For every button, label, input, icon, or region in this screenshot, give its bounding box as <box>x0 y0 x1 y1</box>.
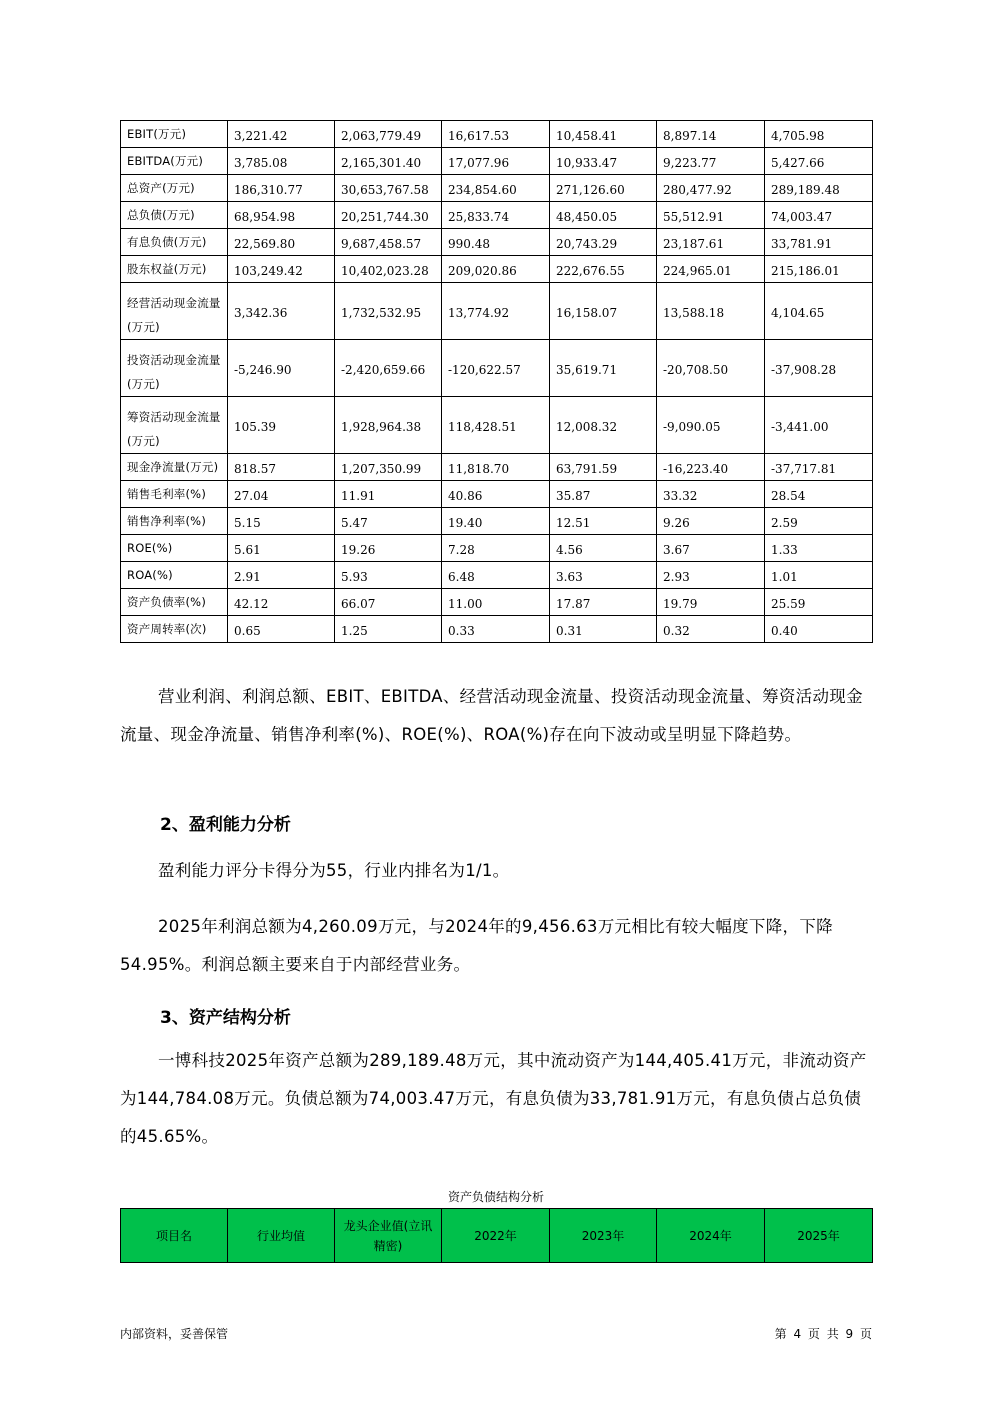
table-cell: 11.91 <box>335 481 442 508</box>
table-cell: -9,090.05 <box>657 397 765 454</box>
table-cell: 33.32 <box>657 481 765 508</box>
table-row <box>121 283 873 340</box>
table-cell: 9.26 <box>657 508 765 535</box>
table-cell: 224,965.01 <box>657 256 765 283</box>
table-cell: 1.25 <box>335 616 442 643</box>
table-cell: 35,619.71 <box>550 340 657 397</box>
table-cell: 11.00 <box>442 589 550 616</box>
table-row <box>121 148 873 175</box>
table-cell: 0.33 <box>442 616 550 643</box>
table-cell: 3,785.08 <box>228 148 335 175</box>
table-row <box>121 589 873 616</box>
footer-confidential-note: 内部资料，妥善保管 <box>120 1327 229 1341</box>
table-cell: 105.39 <box>228 397 335 454</box>
row-label: 现金净流量(万元) <box>121 454 228 481</box>
table-cell: 25.59 <box>765 589 873 616</box>
table-cell: 16,617.53 <box>442 121 550 148</box>
table-row <box>121 454 873 481</box>
structure-table-title: 资产负债结构分析 <box>447 1190 544 1204</box>
table-cell: 55,512.91 <box>657 202 765 229</box>
table-cell: -3,441.00 <box>765 397 873 454</box>
table-cell: 990.48 <box>442 229 550 256</box>
table-cell: 35.87 <box>550 481 657 508</box>
table-cell: 10,933.47 <box>550 148 657 175</box>
table-cell: 3.67 <box>657 535 765 562</box>
row-label: 总负债(万元) <box>121 202 228 229</box>
row-label: 总资产(万元) <box>121 175 228 202</box>
table-cell: 0.40 <box>765 616 873 643</box>
section-heading-profitability: 2、盈利能力分析 <box>160 815 291 835</box>
table-row <box>121 229 873 256</box>
structure-header-row <box>121 1209 873 1263</box>
table-row <box>121 616 873 643</box>
table-cell: 13,588.18 <box>657 283 765 340</box>
table-cell: 9,687,458.57 <box>335 229 442 256</box>
row-label: 资产负债率(%) <box>121 589 228 616</box>
header-cell: 2022年 <box>442 1209 550 1263</box>
table-cell: 33,781.91 <box>765 229 873 256</box>
row-label: 投资活动现金流量(万元) <box>121 340 228 397</box>
table-cell: 12.51 <box>550 508 657 535</box>
table-cell: 0.32 <box>657 616 765 643</box>
table-cell: 2.93 <box>657 562 765 589</box>
table-cell: 5.47 <box>335 508 442 535</box>
table-row <box>121 175 873 202</box>
table-cell: 8,897.14 <box>657 121 765 148</box>
table-cell: 20,251,744.30 <box>335 202 442 229</box>
row-label: 资产周转率(次) <box>121 616 228 643</box>
table-cell: 186,310.77 <box>228 175 335 202</box>
row-label: 股东权益(万元) <box>121 256 228 283</box>
table-cell: 19.79 <box>657 589 765 616</box>
table-cell: 222,676.55 <box>550 256 657 283</box>
table-cell: 103,249.42 <box>228 256 335 283</box>
table-cell: 0.65 <box>228 616 335 643</box>
table-row <box>121 508 873 535</box>
table-row <box>121 256 873 283</box>
table-cell: -16,223.40 <box>657 454 765 481</box>
table-cell: 5.93 <box>335 562 442 589</box>
table-cell: 3,221.42 <box>228 121 335 148</box>
row-label: EBITDA(万元) <box>121 148 228 175</box>
asset-structure-paragraph: 一博科技2025年资产总额为289,189.48万元，其中流动资产为144,405.41万元，非流动资产为144,784.08万元。负债总额为74,003.47万元，有息负债为33,781.91万元，有息负债占总负债的45.65%。 <box>120 1051 867 1146</box>
table-cell: 4.56 <box>550 535 657 562</box>
table-cell: 17.87 <box>550 589 657 616</box>
row-label: ROE(%) <box>121 535 228 562</box>
row-label: ROA(%) <box>121 562 228 589</box>
table-cell: -120,622.57 <box>442 340 550 397</box>
header-cell: 项目名 <box>121 1209 228 1263</box>
table-row <box>121 340 873 397</box>
table-cell: 13,774.92 <box>442 283 550 340</box>
asset-liability-structure-table <box>120 1208 873 1263</box>
table-cell: 1,207,350.99 <box>335 454 442 481</box>
table-cell: 1,732,532.95 <box>335 283 442 340</box>
profitability-score-paragraph: 盈利能力评分卡得分为55，行业内排名为1/1。 <box>158 861 510 880</box>
table-cell: 7.28 <box>442 535 550 562</box>
table-cell: -5,246.90 <box>228 340 335 397</box>
table-cell: 42.12 <box>228 589 335 616</box>
row-label: 经营活动现金流量(万元) <box>121 283 228 340</box>
table-cell: 5.15 <box>228 508 335 535</box>
table-cell: 0.31 <box>550 616 657 643</box>
table-cell: 68,954.98 <box>228 202 335 229</box>
table-cell: 19.26 <box>335 535 442 562</box>
table-cell: 25,833.74 <box>442 202 550 229</box>
table-cell: 209,020.86 <box>442 256 550 283</box>
header-cell: 2025年 <box>765 1209 873 1263</box>
row-label: 筹资活动现金流量(万元) <box>121 397 228 454</box>
table-cell: 271,126.60 <box>550 175 657 202</box>
table-cell: 63,791.59 <box>550 454 657 481</box>
table-cell: 1.33 <box>765 535 873 562</box>
table-cell: 66.07 <box>335 589 442 616</box>
table-cell: 2.59 <box>765 508 873 535</box>
table-cell: 12,008.32 <box>550 397 657 454</box>
table-cell: 1,928,964.38 <box>335 397 442 454</box>
table-row <box>121 202 873 229</box>
table-cell: 30,653,767.58 <box>335 175 442 202</box>
table-row <box>121 535 873 562</box>
table-cell: -37,908.28 <box>765 340 873 397</box>
table-cell: 2,063,779.49 <box>335 121 442 148</box>
table-cell: 289,189.48 <box>765 175 873 202</box>
row-label: 销售毛利率(%) <box>121 481 228 508</box>
financial-table <box>120 120 873 643</box>
table-cell: 17,077.96 <box>442 148 550 175</box>
table-cell: 3,342.36 <box>228 283 335 340</box>
row-label: 销售净利率(%) <box>121 508 228 535</box>
table-cell: 118,428.51 <box>442 397 550 454</box>
table-row <box>121 121 873 148</box>
table-cell: 2,165,301.40 <box>335 148 442 175</box>
table-cell: 40.86 <box>442 481 550 508</box>
header-cell: 龙头企业值(立讯精密) <box>335 1209 442 1263</box>
table-cell: 234,854.60 <box>442 175 550 202</box>
header-cell: 2023年 <box>550 1209 657 1263</box>
table-cell: 5.61 <box>228 535 335 562</box>
table-cell: 5,427.66 <box>765 148 873 175</box>
table-cell: 48,450.05 <box>550 202 657 229</box>
table-row <box>121 481 873 508</box>
row-label: 有息负债(万元) <box>121 229 228 256</box>
table-cell: 2.91 <box>228 562 335 589</box>
table-cell: 20,743.29 <box>550 229 657 256</box>
table-cell: 27.04 <box>228 481 335 508</box>
header-cell: 2024年 <box>657 1209 765 1263</box>
table-cell: 215,186.01 <box>765 256 873 283</box>
section-heading-asset-structure: 3、资产结构分析 <box>160 1008 291 1028</box>
table-cell: 11,818.70 <box>442 454 550 481</box>
table-cell: 9,223.77 <box>657 148 765 175</box>
table-cell: -37,717.81 <box>765 454 873 481</box>
table-cell: 16,158.07 <box>550 283 657 340</box>
header-cell: 行业均值 <box>228 1209 335 1263</box>
row-label: EBIT(万元) <box>121 121 228 148</box>
table-cell: -20,708.50 <box>657 340 765 397</box>
table-cell: 10,458.41 <box>550 121 657 148</box>
table-row <box>121 397 873 454</box>
table-row <box>121 562 873 589</box>
table-cell: 4,705.98 <box>765 121 873 148</box>
table-cell: 22,569.80 <box>228 229 335 256</box>
table-cell: 280,477.92 <box>657 175 765 202</box>
table-cell: 818.57 <box>228 454 335 481</box>
trend-paragraph: 营业利润、利润总额、EBIT、EBITDA、经营活动现金流量、投资活动现金流量、筹资活动现金流量、现金净流量、销售净利率(%)、ROE(%)、ROA(%)存在向下波动或呈明显下降趋势。 <box>120 687 863 744</box>
table-cell: 3.63 <box>550 562 657 589</box>
table-cell: 23,187.61 <box>657 229 765 256</box>
table-cell: 28.54 <box>765 481 873 508</box>
table-cell: 4,104.65 <box>765 283 873 340</box>
table-cell: 1.01 <box>765 562 873 589</box>
profit-change-paragraph: 2025年利润总额为4,260.09万元，与2024年的9,456.63万元相比有较大幅度下降，下降54.95%。利润总额主要来自于内部经营业务。 <box>120 917 833 974</box>
table-cell: 19.40 <box>442 508 550 535</box>
table-cell: -2,420,659.66 <box>335 340 442 397</box>
table-cell: 74,003.47 <box>765 202 873 229</box>
table-cell: 10,402,023.28 <box>335 256 442 283</box>
table-cell: 6.48 <box>442 562 550 589</box>
footer-page-number: 第 4 页 共 9 页 <box>774 1327 872 1341</box>
